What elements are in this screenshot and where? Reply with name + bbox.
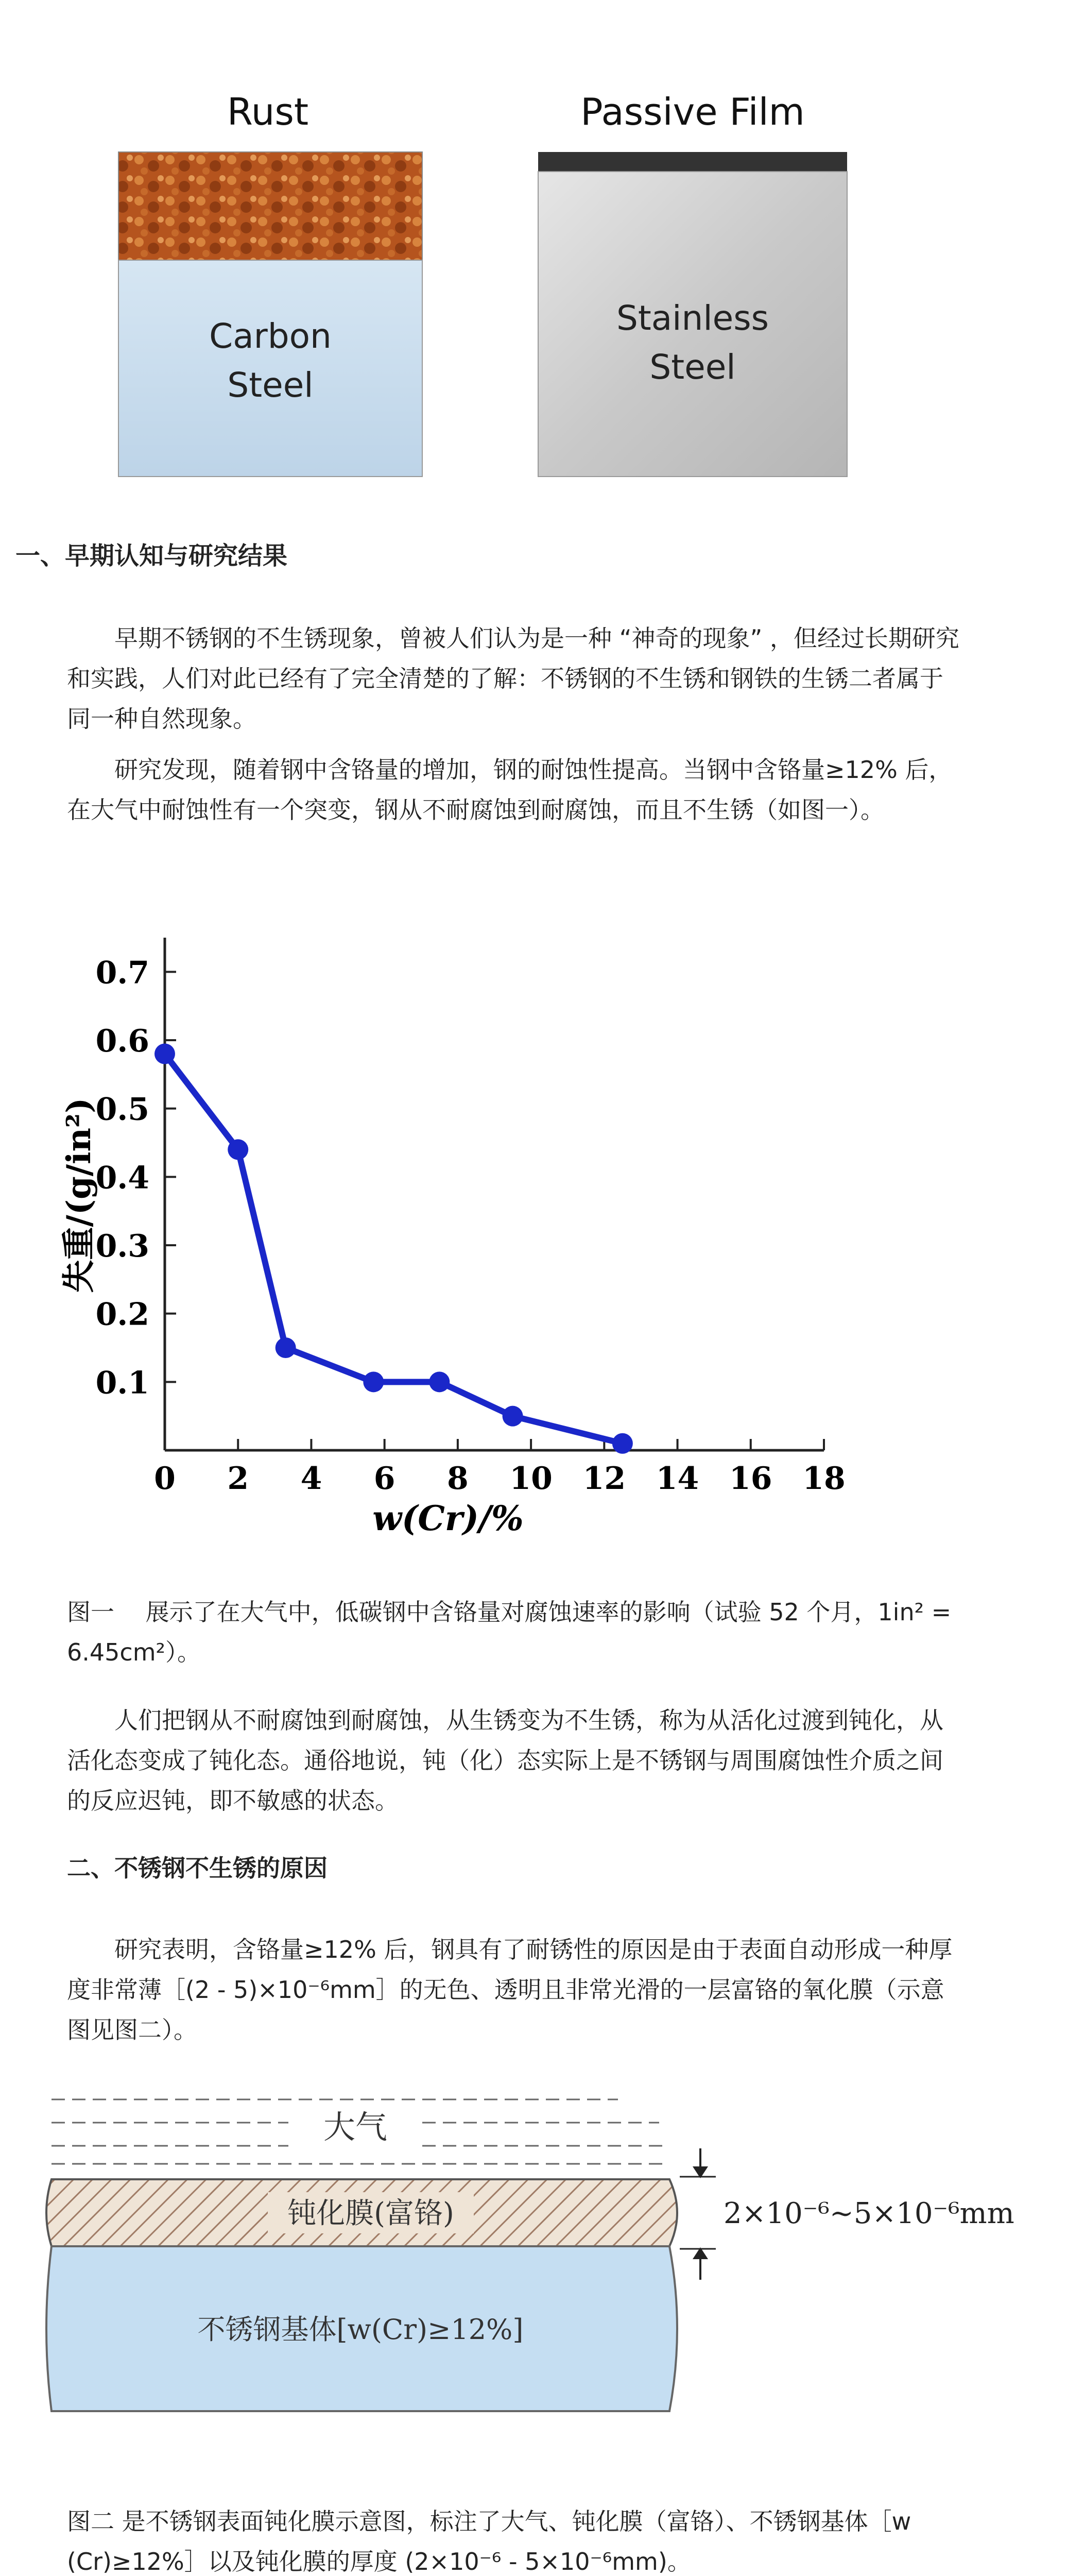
chart-1-x-tick-label: 8 [447,1461,469,1497]
chart-1-x-tick-label: 18 [802,1461,846,1497]
chart-1-x-tick-label: 12 [582,1461,626,1497]
chart-1-x-tick-label: 2 [227,1461,249,1497]
chart-1-data-point [429,1371,450,1392]
section-1-paragraph-2: 研究发现，随着钢中含铬量的增加，钢的耐蚀性提高。当钢中含铬量≥12% 后，在大气中耐蚀性有一个突变，钢从不耐腐蚀到耐腐蚀，而且不生锈（如图一）。 [67,756,953,824]
chart-1-data-point [363,1371,384,1392]
chart-1-series-line [165,1054,623,1444]
chart-1-data-point [612,1433,633,1454]
section-1-heading: 一、早期认知与研究结果 [15,541,288,570]
chart-1-data-point [154,1044,175,1064]
chart-1-data-point [276,1337,296,1358]
carbon-label-line2: Steel [227,365,314,405]
stainless-label-line1: Stainless [616,298,769,338]
chart-1-y-tick-label: 0.1 [95,1365,149,1401]
rust-layer [118,152,422,260]
carbon-label-line1: Carbon [209,316,332,356]
rust-vs-passive-figure [103,90,875,484]
chart-1-x-tick-label: 16 [729,1461,772,1497]
chart-1-ylabel: 失重/(g/in²) [60,1097,98,1293]
chart-1-x-tick-label: 4 [300,1461,322,1497]
section-2-paragraph-1: 研究表明，含铬量≥12% 后，钢具有了耐锈性的原因是由于表面自动形成一种厚度非常薄［(2 - 5)×10⁻⁶mm］的无色、透明且非常光滑的一层富铬的氧化膜（示意图见图二）。 [67,1936,953,2044]
stainless-base-label: 不锈钢基体[w(Cr)≥12%] [197,2313,524,2346]
chart-1-y-tick-label: 0.5 [95,1091,149,1128]
passive-film-layer [538,152,847,172]
chart-1-x-tick-label: 10 [509,1461,553,1497]
figure-1-caption: 图一 展示了在大气中，低碳钢中含铬量对腐蚀速率的影响（试验 52 个月，1in² = 6.45cm²）。 [67,1598,952,1666]
passive-film-schematic [0,2081,1014,2452]
chart-1-x-tick-label: 6 [373,1461,395,1497]
chart-1-svg [51,907,855,1546]
chart-1-y-tick-label: 0.6 [95,1023,149,1059]
figure-2-diagram [0,2081,1014,2452]
chart-1-xlabel: w(Cr)/% [372,1498,524,1538]
chart-1-y-tick-label: 0.3 [95,1228,149,1264]
atmosphere-label: 大气 [323,2108,388,2146]
rust-passive-illustration [103,90,875,484]
chart-1-y-tick-label: 0.2 [95,1296,149,1333]
chart-1-x-tick-label: 14 [656,1461,699,1497]
section-2-heading: 二、不锈钢不生锈的原因 [67,1854,328,1882]
chart-1-y-tick-label: 0.7 [95,955,149,991]
chart-1-container [51,907,855,1546]
stainless-label-line2: Steel [649,347,736,387]
paragraph-activation-passivation: 人们把钢从不耐腐蚀到耐腐蚀，从生锈变为不生锈，称为从活化过渡到钝化，从活化态变成了钝化态。通俗地说，钝（化）态实际上是不锈钢与周围腐蚀性介质之间的反应迟钝，即不敏感的状态。 [67,1706,943,1815]
chart-1-x-tick-label: 0 [154,1461,176,1497]
film-thickness-label: 2×10⁻⁶~5×10⁻⁶mm [724,2197,1014,2230]
chart-1-data-point [228,1139,248,1160]
rust-title: Rust [227,90,309,133]
passive-film-title: Passive Film [580,90,805,133]
chart-1-data-point [503,1406,523,1427]
chart-1-y-tick-label: 0.4 [95,1160,149,1196]
section-1-paragraph-1: 早期不锈钢的不生锈现象，曾被人们认为是一种 “神奇的现象” ，但经过长期研究和实践，人们对此已经有了完全清楚的了解：不锈钢的不生锈和钢铁的生锈二者属于同一种自然现象。 [67,624,959,733]
figure-2-caption: 图二 是不锈钢表面钝化膜示意图，标注了大气、钝化膜（富铬）、不锈钢基体［w (Cr)≥12%］以及钝化膜的厚度 (2×10⁻⁶ - 5×10⁻⁶mm)。 [67,2507,911,2575]
passive-film-label: 钝化膜(富铬) [287,2197,454,2230]
